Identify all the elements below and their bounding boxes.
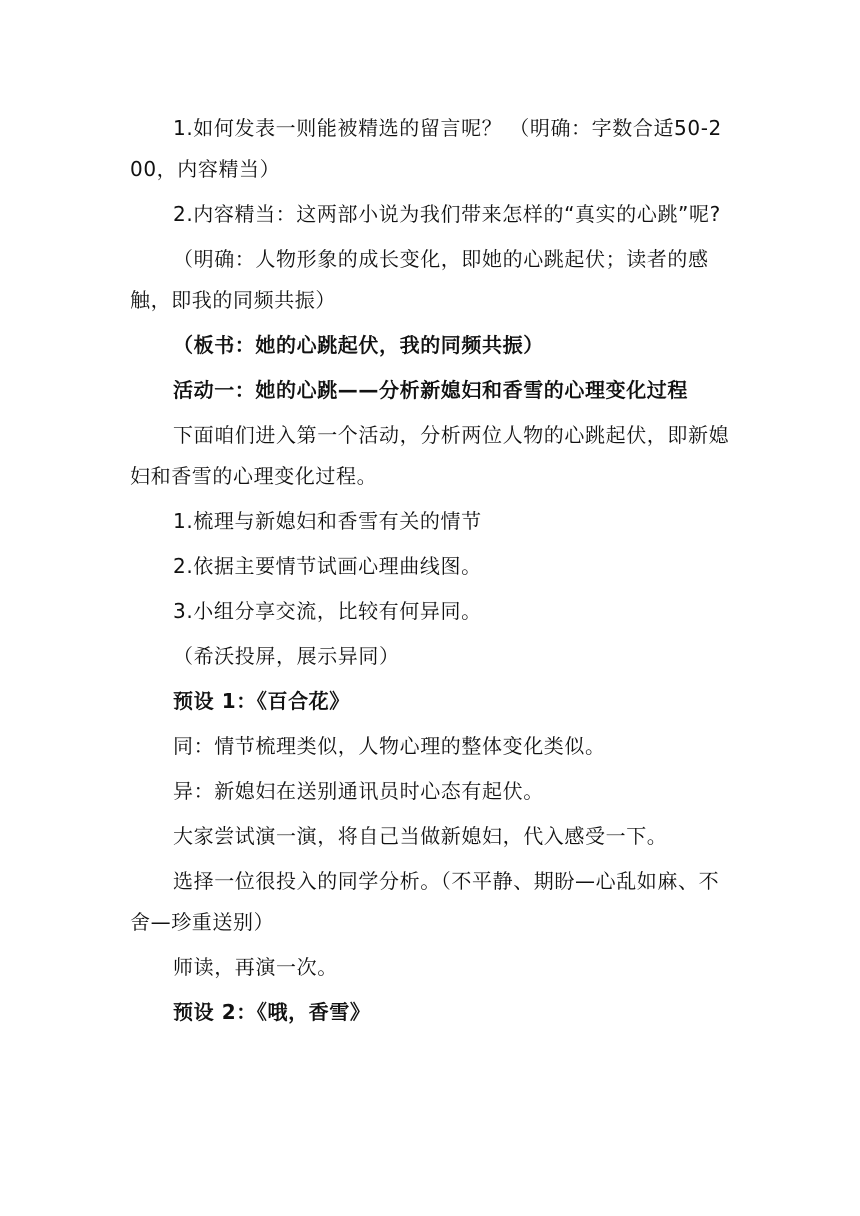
paragraph-14: 大家尝试演一演，将自己当做新媳妇，代入感受一下。 bbox=[173, 824, 668, 848]
paragraph-5-activity-heading: 活动一：她的心跳——分析新媳妇和香雪的心理变化过程 bbox=[173, 378, 688, 402]
paragraph-2: 2.内容精当：这两部小说为我们带来怎样的“真实的心跳”呢? bbox=[173, 202, 721, 226]
paragraph-8: 2.依据主要情节试画心理曲线图。 bbox=[173, 554, 482, 578]
paragraph-7: 1.梳理与新媳妇和香雪有关的情节 bbox=[173, 509, 482, 533]
paragraph-15: 选择一位很投入的同学分析。（不平静、期盼—心乱如麻、不舍—珍重送别） bbox=[130, 869, 720, 934]
paragraph-13: 异：新媳妇在送别通讯员时心态有起伏。 bbox=[173, 779, 544, 803]
paragraph-12: 同：情节梳理类似，人物心理的整体变化类似。 bbox=[173, 734, 606, 758]
paragraph-3: （明确：人物形象的成长变化，即她的心跳起伏；读者的感触，即我的同频共振） bbox=[130, 247, 709, 312]
paragraph-9: 3.小组分享交流，比较有何异同。 bbox=[173, 599, 482, 623]
document-page bbox=[130, 108, 734, 1037]
paragraph-6: 下面咱们进入第一个活动，分析两位人物的心跳起伏，即新媳妇和香雪的心理变化过程。 bbox=[130, 423, 730, 488]
paragraph-11-preset-1: 预设 1：《百合花》 bbox=[173, 689, 350, 713]
paragraph-10: （希沃投屏，展示异同） bbox=[173, 644, 400, 668]
paragraph-17-preset-2: 预设 2：《哦，香雪》 bbox=[173, 1000, 371, 1024]
paragraph-4-board-note: （板书：她的心跳起伏，我的同频共振） bbox=[173, 333, 544, 357]
paragraph-1: 1.如何发表一则能被精选的留言呢？ （明确：字数合适50-200，内容精当） bbox=[130, 116, 722, 181]
paragraph-16: 师读，再演一次。 bbox=[173, 955, 338, 979]
